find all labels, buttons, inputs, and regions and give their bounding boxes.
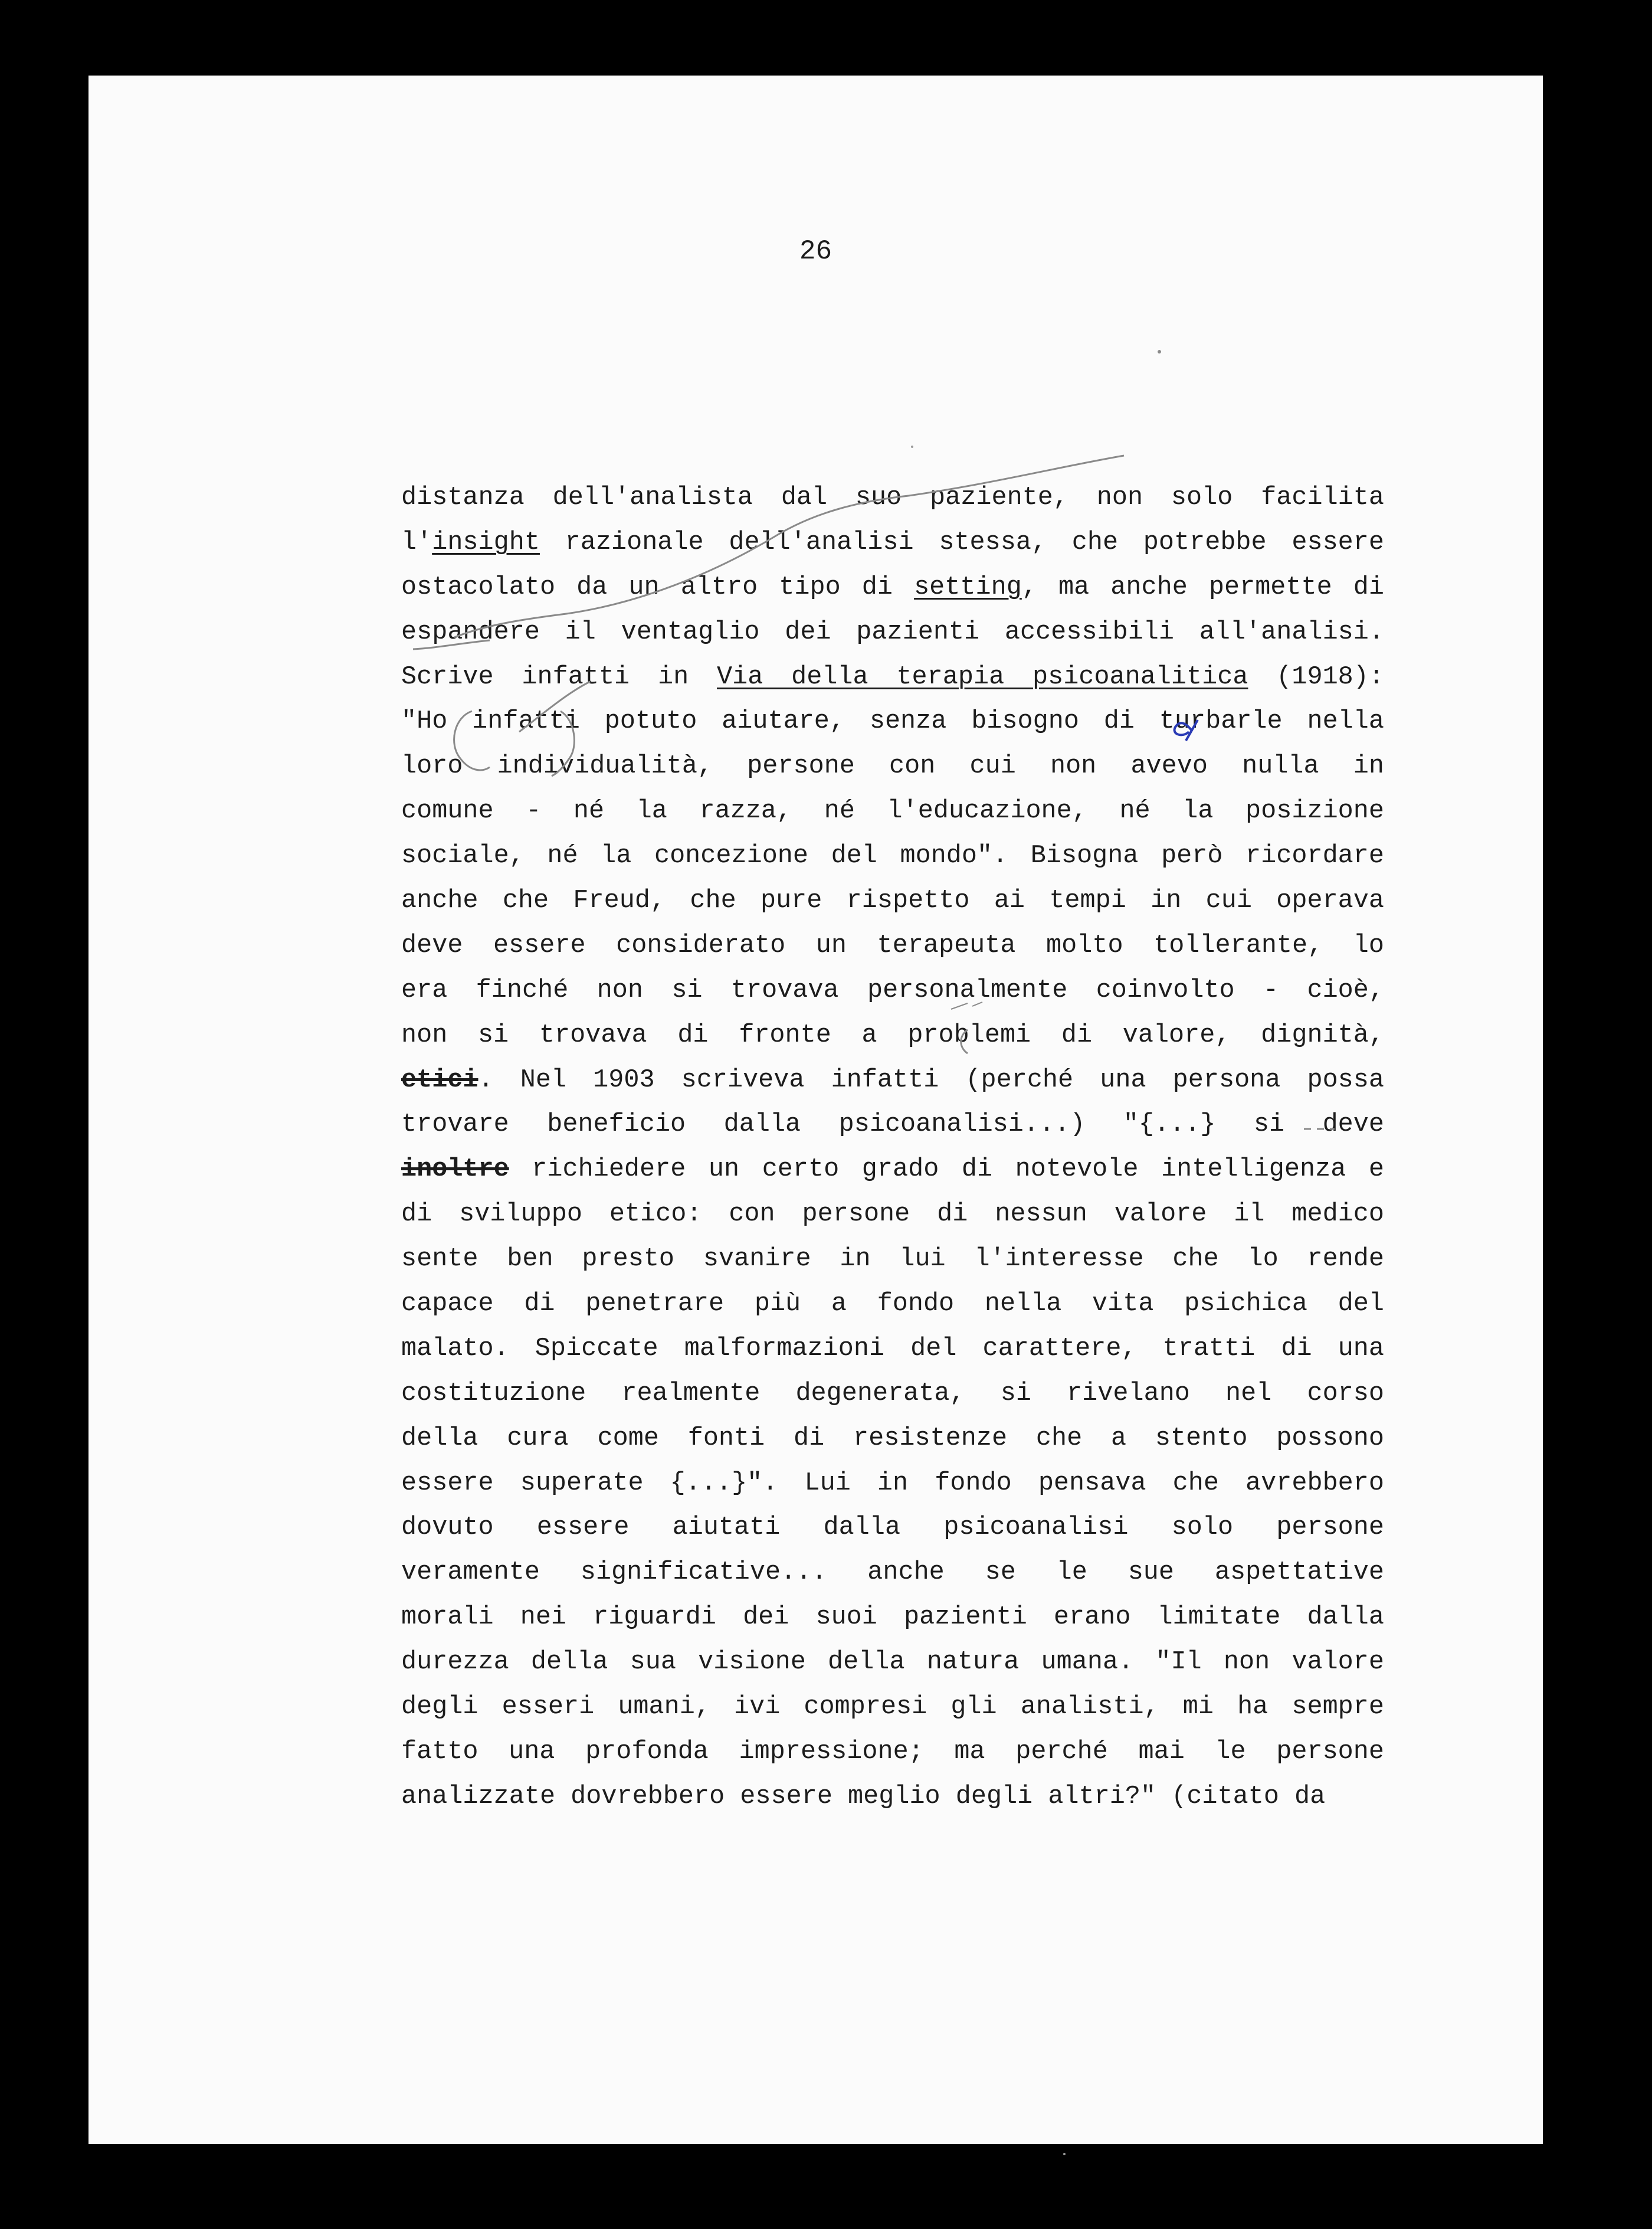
text-line bbox=[401, 1550, 1384, 1595]
text-line bbox=[401, 1102, 1384, 1147]
text-segment: della cura come fonti di resistenze che a stento possono bbox=[401, 1423, 1384, 1453]
text-segment: malato. Spiccate malformazioni del carattere, tratti di una bbox=[401, 1334, 1384, 1363]
text-segment: richiedere un certo grado di notevole intelligenza e bbox=[509, 1155, 1384, 1184]
text-segment: era finché non si trovava personalmente coinvolto - cioè, bbox=[401, 976, 1384, 1005]
text-line bbox=[401, 1013, 1384, 1058]
text-segment: morali nei riguardi dei suoi pazienti erano limitate dalla bbox=[401, 1603, 1384, 1632]
text-segment: sente ben presto svanire in lui l'interesse che lo rende bbox=[401, 1245, 1384, 1274]
text-line bbox=[401, 924, 1384, 968]
text-segment: non si trovava di fronte a problemi di valore, dignità, bbox=[401, 1020, 1384, 1050]
underlined-title: Via della terapia psicoanalitica bbox=[717, 662, 1248, 692]
text-line bbox=[401, 1461, 1384, 1506]
text-line bbox=[401, 1372, 1384, 1416]
speck bbox=[1063, 2153, 1066, 2155]
text-line bbox=[401, 1147, 1384, 1192]
text-segment: essere superate {...}". Lui in fondo pensava che avrebbero bbox=[401, 1468, 1384, 1498]
text-segment: dovuto essere aiutati dalla psicoanalisi solo persone bbox=[401, 1513, 1384, 1543]
text-line bbox=[401, 744, 1384, 789]
text-segment: , ma anche permette di bbox=[1021, 572, 1384, 602]
text-segment: comune - né la razza, né l'educazione, né la posizione bbox=[401, 797, 1384, 826]
text-segment: di sviluppo etico: con persone di nessun valore il medico bbox=[401, 1200, 1384, 1229]
text-line bbox=[401, 1237, 1384, 1282]
text-segment: trovare beneficio dalla psicoanalisi...) "{...} si deve bbox=[401, 1110, 1384, 1140]
text-line bbox=[401, 1192, 1384, 1237]
struck-word: inoltre bbox=[401, 1155, 509, 1184]
text-segment: analizzate dovrebbero essere meglio degli altri?" (citato da bbox=[401, 1782, 1326, 1811]
text-segment: ostacolato da un altro tipo di bbox=[401, 572, 914, 602]
text-segment: espandere il ventaglio dei pazienti accessibili all'analisi. bbox=[401, 617, 1384, 647]
text-line bbox=[401, 834, 1384, 879]
document-page bbox=[88, 76, 1543, 2144]
text-segment: loro individualità, persone con cui non avevo nulla in bbox=[401, 752, 1384, 781]
text-line bbox=[401, 1730, 1384, 1775]
text-line bbox=[401, 1775, 1384, 1819]
text-line bbox=[401, 1685, 1384, 1730]
text-segment: sociale, né la concezione del mondo". Bisogna però ricordare bbox=[401, 842, 1384, 871]
body-text bbox=[401, 476, 1384, 1819]
text-segment: deve essere considerato un terapeuta molto tollerante, lo bbox=[401, 931, 1384, 960]
underlined-title: insight bbox=[432, 528, 540, 557]
text-line bbox=[401, 1416, 1384, 1461]
text-line bbox=[401, 1505, 1384, 1550]
struck-word: etici bbox=[401, 1065, 478, 1095]
text-segment: veramente significative... anche se le sue aspettative bbox=[401, 1558, 1384, 1588]
text-segment: l' bbox=[401, 528, 432, 557]
text-line bbox=[401, 1327, 1384, 1372]
text-line bbox=[401, 476, 1384, 521]
text-line bbox=[401, 655, 1384, 700]
text-segment: capace di penetrare più a fondo nella vita psichica del bbox=[401, 1289, 1384, 1319]
text-segment: costituzione realmente degenerata, si rivelano nel corso bbox=[401, 1379, 1384, 1408]
text-segment: distanza dell'analista dal suo paziente, non solo facilita bbox=[401, 483, 1384, 512]
text-segment: Scrive infatti in bbox=[401, 662, 717, 692]
text-line bbox=[401, 699, 1384, 744]
text-line bbox=[401, 1640, 1384, 1685]
text-segment: razionale dell'analisi stessa, che potrebbe essere bbox=[539, 528, 1384, 557]
text-segment: durezza della sua visione della natura umana. "Il non valore bbox=[401, 1648, 1384, 1677]
page-number: 26 bbox=[799, 236, 832, 267]
text-segment: (1918): bbox=[1248, 662, 1384, 692]
text-line bbox=[401, 789, 1384, 834]
text-line bbox=[401, 565, 1384, 610]
underlined-title: setting bbox=[914, 572, 1022, 602]
text-line bbox=[401, 1595, 1384, 1640]
text-segment: "Ho infatti potuto aiutare, senza bisogno di turbarle nella bbox=[401, 707, 1384, 737]
text-segment: anche che Freud, che pure rispetto ai tempi in cui operava bbox=[401, 886, 1384, 916]
text-line bbox=[401, 610, 1384, 655]
text-line bbox=[401, 521, 1384, 565]
text-segment: fatto una profonda impressione; ma perché mai le persone bbox=[401, 1737, 1384, 1766]
text-line bbox=[401, 879, 1384, 924]
text-line bbox=[401, 968, 1384, 1013]
text-line bbox=[401, 1282, 1384, 1327]
text-line bbox=[401, 1058, 1384, 1103]
text-segment: degli esseri umani, ivi compresi gli analisti, mi ha sempre bbox=[401, 1693, 1384, 1722]
text-segment: . Nel 1903 scriveva infatti (perché una persona possa bbox=[478, 1065, 1384, 1095]
